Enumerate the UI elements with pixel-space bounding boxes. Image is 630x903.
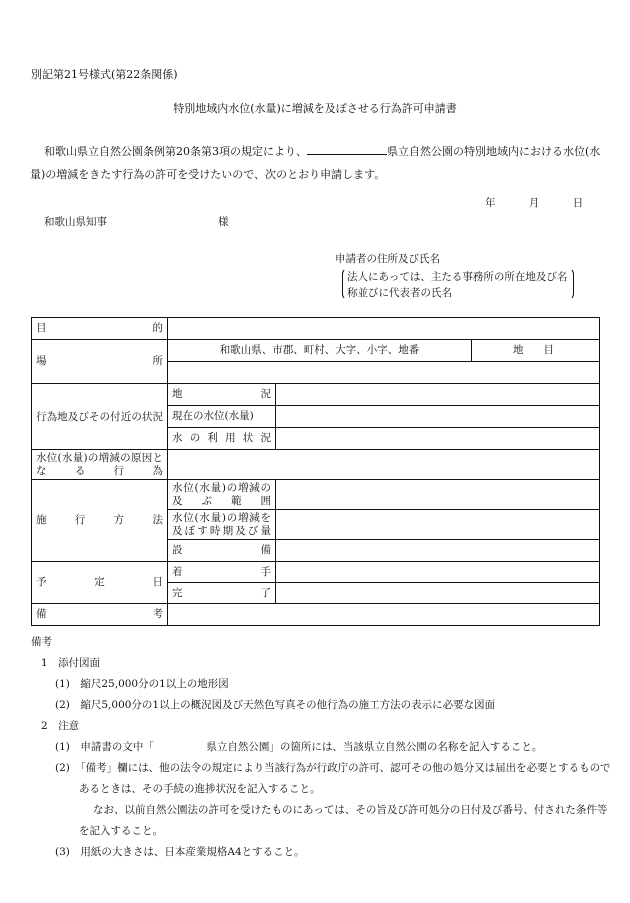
notes-item: (2) 縮尺5,000分の1以上の概況図及び天然色写真その他行為の施工方法の表示に必要な図面 <box>55 699 496 711</box>
method-item-equipment: 設備 <box>168 540 276 562</box>
park-name-blank[interactable] <box>307 143 387 155</box>
addressee-name: 和歌山県知事 <box>44 216 107 228</box>
method-label: 施行方法 <box>32 480 168 562</box>
remarks-label: 備考 <box>32 604 168 626</box>
site-water-use-field[interactable] <box>276 428 600 450</box>
cause-label: 水位(水量)の増減の原因となる行為 <box>32 450 168 480</box>
notes-item: なお、以前自然公園法の許可を受けたものにあっては、その旨及び許可処分の日付及び番号、付された条件等を記入すること。 <box>79 804 608 837</box>
notes-item: (1) 縮尺25,000分の1以上の地形図 <box>55 678 229 690</box>
intro-text-2: 県立自然公園の特別地域内における水位(水量)の増減をきたす行為の許可を受けたいので、次のとおり申請します。 <box>30 145 601 181</box>
schedule-start-field[interactable] <box>276 562 600 583</box>
page-title: 特別地域内水位(水量)に増減を及ぼさせる行為許可申請書 <box>173 102 457 115</box>
remarks-field[interactable] <box>168 604 600 626</box>
notes-item: (2) 「備考」欄には、他の法令の規定により当該行為が行政庁の許可、認可その他の処分又は届出を必要とするものであるときは、その手続の進捗状況を記入すること。 <box>55 762 611 795</box>
method-range-field[interactable] <box>276 480 600 510</box>
date-year: 年 <box>485 197 496 209</box>
site-item-water-use: 水の利用状況 <box>168 428 276 450</box>
addressee-honorific: 様 <box>218 216 229 228</box>
intro-paragraph <box>30 140 610 186</box>
notes-section-2: 2 注意 <box>41 720 80 732</box>
applicant-note: 法人にあっては、主たる事務所の所在地及び名称並びに代表者の氏名 <box>342 268 574 300</box>
site-label: 行為地及びその付近の状況 <box>32 384 168 450</box>
method-timing-field[interactable] <box>276 510 600 540</box>
site-water-level-field[interactable] <box>276 406 600 428</box>
cause-field[interactable] <box>168 450 600 480</box>
purpose-field[interactable] <box>168 318 600 340</box>
place-label: 場所 <box>32 340 168 384</box>
schedule-label: 予定日 <box>32 562 168 604</box>
site-item-terrain: 地況 <box>168 384 276 406</box>
notes-item: (1) 申請書の文中「 県立自然公園」の箇所には、当該県立自然公園の名称を記入すること。 <box>55 741 543 753</box>
notes-heading: 備考 <box>31 636 52 648</box>
schedule-item-start: 着手 <box>168 562 276 583</box>
method-item-range: 水位(水量)の増減の及ぶ範囲 <box>168 480 276 510</box>
method-item-timing: 水位(水量)の増減を及ぼす時期及び量 <box>168 510 276 540</box>
place-landcat-label: 地目 <box>472 340 600 362</box>
date-day: 日 <box>572 197 584 209</box>
application-table <box>31 317 600 626</box>
site-terrain-field[interactable] <box>276 384 600 406</box>
schedule-item-end: 完了 <box>168 583 276 604</box>
site-item-water-level: 現在の水位(水量) <box>168 406 276 428</box>
schedule-end-field[interactable] <box>276 583 600 604</box>
applicant-label: 申請者の住所及び氏名 <box>335 253 440 265</box>
date-month: 月 <box>528 197 540 209</box>
place-address-label: 和歌山県、市郡、町村、大字、小字、地番 <box>168 340 472 362</box>
place-field[interactable] <box>168 362 600 384</box>
date-line <box>455 195 583 210</box>
purpose-label: 目的 <box>32 318 168 340</box>
notes-item: (3) 用紙の大きさは、日本産業規格A4とすること。 <box>55 846 305 858</box>
notes-section <box>31 632 616 863</box>
form-number: 別記第21号様式(第22条関係) <box>31 68 178 81</box>
method-equipment-field[interactable] <box>276 540 600 562</box>
intro-text-1: 和歌山県立自然公園条例第20条第3項の規定により、 <box>44 145 307 158</box>
notes-section-1: 1 添付図面 <box>41 657 101 669</box>
